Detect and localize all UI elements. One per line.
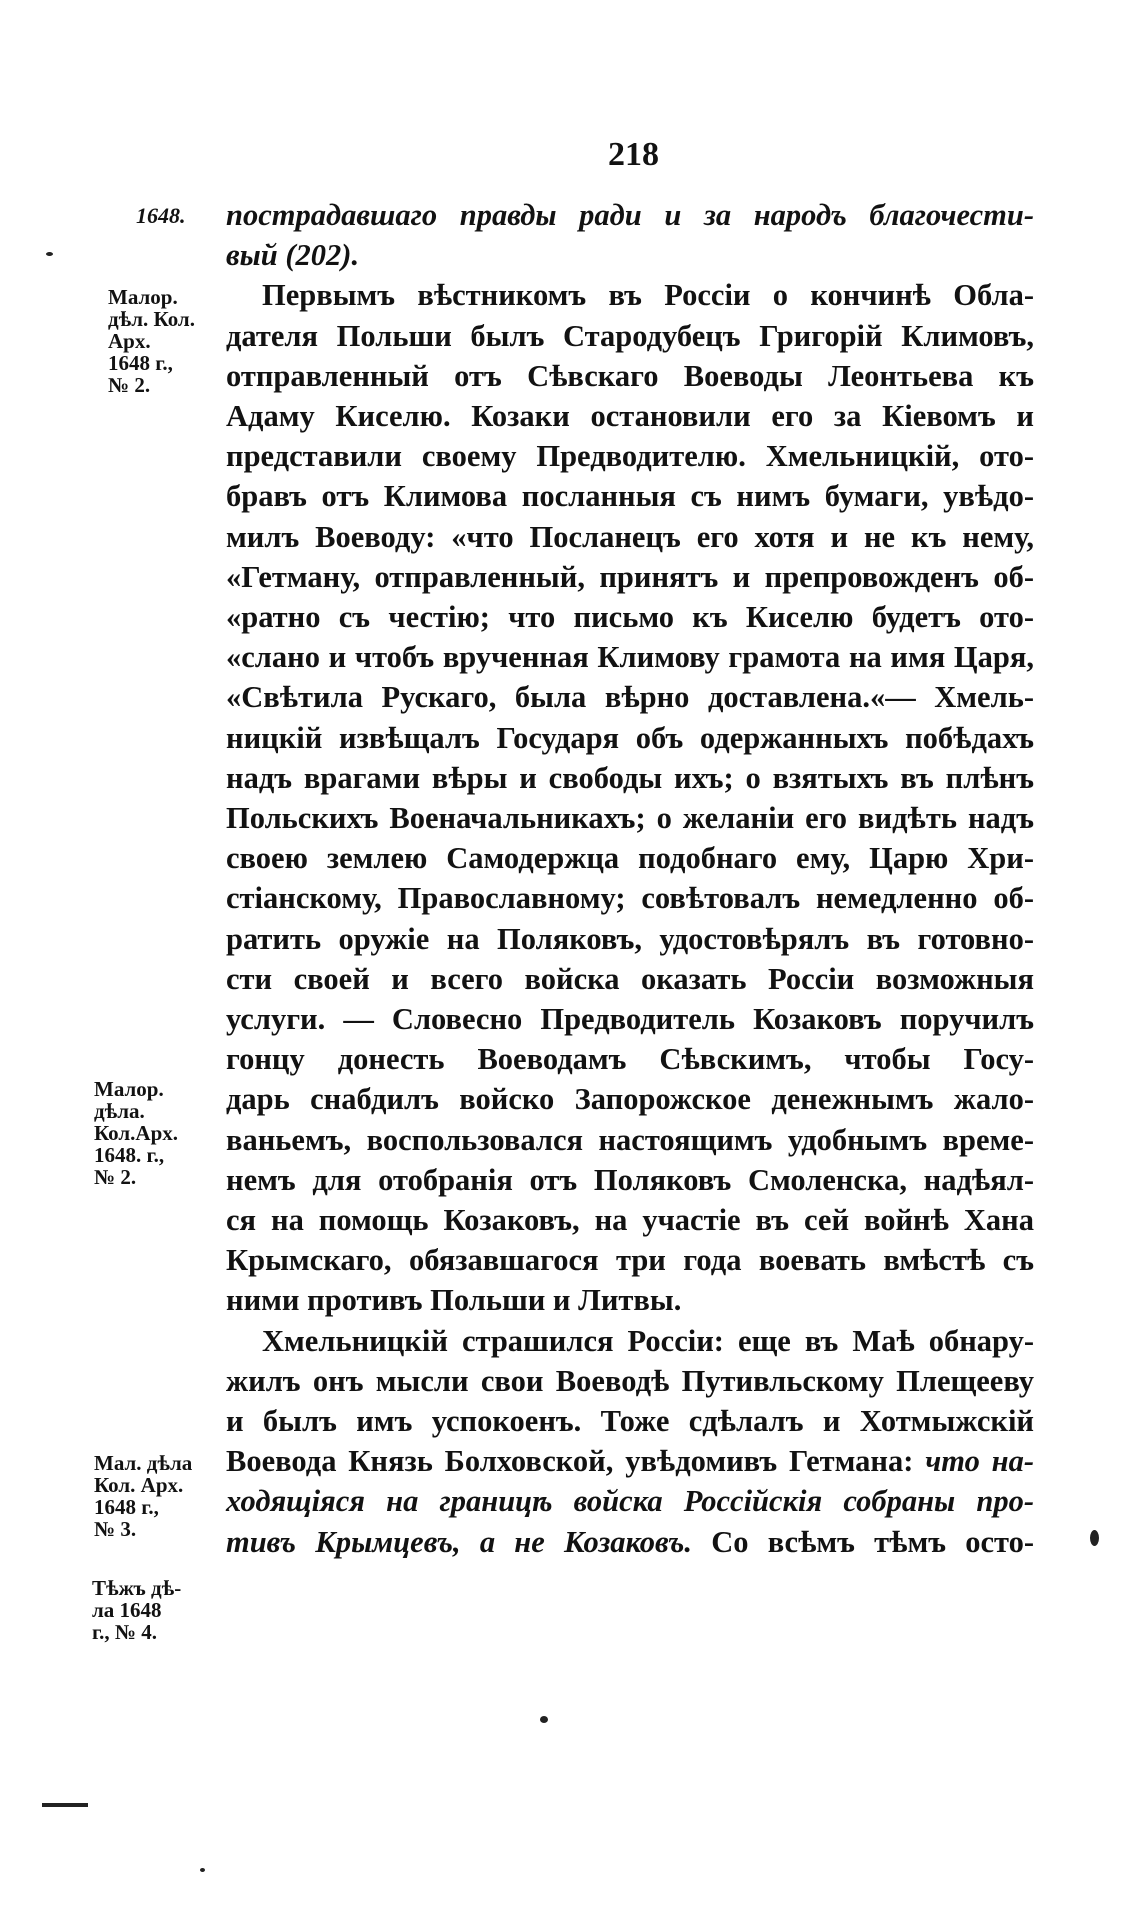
text-line: бравъ отъ Климова посланныя съ нимъ бумаги, увѣдо- [226, 479, 1034, 514]
text-line: «ратно съ честію; что письмо къ Киселю будетъ ото- [226, 600, 1034, 634]
text-line: ходящіяся на границѣ войска Россійскія собраны про- [226, 1484, 1034, 1519]
ink-speck [1090, 1530, 1099, 1546]
margin-note-line: г., № 4. [92, 1620, 158, 1644]
text-line: сти своей и всего войска оказать Россіи возможныя [226, 961, 1034, 996]
text-line: дарь снабдилъ войско Запорожское денежнымъ жало- [226, 1082, 1034, 1117]
margin-note-line: Кол. Арх. [94, 1473, 184, 1497]
page-number: 218 [608, 136, 659, 173]
text-line: гонцу донесть Воеводамъ Сѣвскимъ, чтобы Госу- [226, 1042, 1034, 1077]
margin-note-line: Мал. дѣла [94, 1451, 193, 1475]
text-line: надъ врагами вѣры и свободы ихъ; о взятыхъ въ плѣнъ [226, 760, 1034, 795]
margin-note-line: № 2. [108, 373, 151, 397]
text-line [226, 1522, 1034, 1562]
ink-speck [46, 252, 53, 256]
italic-segment: что на- [925, 1444, 1035, 1479]
text-line: услуги. — Словесно Предводитель Козаковъ поручилъ [226, 1002, 1034, 1036]
margin-note [108, 286, 195, 396]
year-label: 1648. [136, 203, 186, 228]
text-line: «Гетману, отправленный, принятъ и препровожденъ об- [226, 559, 1034, 594]
margin-note-line: 1648. г., [94, 1143, 165, 1167]
text-line: немъ для отобранія отъ Поляковъ Смоленска, надѣял- [226, 1162, 1034, 1197]
text-line: дателя Польши былъ Стародубецъ Григорій Климовъ, [226, 318, 1034, 353]
text-line: представили своему Предводителю. Хмельницкій, ото- [226, 439, 1034, 474]
text-line: ницкій извѣщалъ Государя объ одержанныхъ побѣдахъ [226, 720, 1034, 755]
margin-note [92, 1577, 181, 1643]
margin-note-line: дѣла. [94, 1099, 145, 1123]
margin-note [94, 1452, 192, 1540]
text-segment: Воевода Князь Болховской, увѣдомивъ Гетмана: [226, 1444, 926, 1479]
text-line: ся на помощь Козаковъ, на участіе въ сей войнѣ Хана [226, 1203, 1034, 1237]
ink-speck [540, 1716, 548, 1723]
text-line [226, 1441, 1034, 1481]
margin-note-line: Тѣжъ дѣ- [92, 1576, 182, 1600]
text-line: Польскихъ Военачальникахъ; о желаніи его видѣть надъ [226, 801, 1034, 835]
margin-note-line: Малор. [108, 285, 178, 309]
margin-note-line: № 2. [94, 1165, 137, 1189]
text-line: Крымскаго, обязавшагося три года воевать вмѣстѣ съ [226, 1243, 1034, 1278]
text-line: стіанскому, Православному; совѣтовалъ немедленно об- [226, 881, 1034, 916]
text-line: милъ Воеводу: «что Посланецъ его хотя и не къ нему, [226, 519, 1034, 554]
italic-segment: тивъ Крымцевъ, а не Козаковъ. [226, 1524, 692, 1559]
text-segment: Со всѣмъ тѣмъ осто- [691, 1524, 1034, 1559]
text-line: Первымъ вѣстникомъ въ Россіи о кончинѣ Обла- [262, 278, 1034, 313]
margin-note-line: 1648 г., [108, 351, 173, 375]
text-line: вый (202). [226, 238, 360, 273]
text-line: «Свѣтила Рускаго, была вѣрно доставлена.«— Хмель- [226, 680, 1034, 715]
text-line: Хмельницкій страшился Россіи: еще въ Маѣ обнару- [262, 1323, 1034, 1358]
text-line: ваньемъ, воспользовался настоящимъ удобнымъ време- [226, 1122, 1034, 1157]
ink-speck [200, 1868, 205, 1872]
margin-note-line: Арх. [108, 329, 151, 353]
margin-note-line: 1648 г., [94, 1495, 159, 1519]
text-line: ними противъ Польши и Литвы. [226, 1283, 682, 1318]
text-line: отправленный отъ Сѣвскаго Воеводы Леонтьева къ [226, 358, 1034, 393]
text-line: и былъ имъ успокоенъ. Тоже сдѣлалъ и Хотмыжскій [226, 1404, 1034, 1438]
margin-note-line: № 3. [94, 1517, 137, 1541]
margin-note-line: ла 1648 [92, 1598, 162, 1622]
text-line: «слано и чтобъ врученная Климову грамота на имя Царя, [226, 640, 1034, 675]
text-line: ратить оружіе на Поляковъ, удостовѣрялъ въ готовно- [226, 921, 1034, 956]
margin-note-line: Малор. [94, 1077, 164, 1101]
text-line: пострадавшаго правды ради и за народъ благочести- [226, 198, 1034, 232]
text-line: Адаму Киселю. Козаки остановили его за Кіевомъ и [226, 399, 1034, 433]
margin-note [94, 1078, 178, 1188]
text-line: жилъ онъ мысли свои Воеводѣ Путивльскому Плещееву [226, 1363, 1034, 1398]
text-line: своею землею Самодержца подобнаго ему, Царю Хри- [226, 841, 1034, 876]
margin-note-line: Кол.Арх. [94, 1121, 179, 1145]
ink-dash [42, 1803, 88, 1807]
margin-note-line: дѣл. Кол. [108, 307, 195, 331]
